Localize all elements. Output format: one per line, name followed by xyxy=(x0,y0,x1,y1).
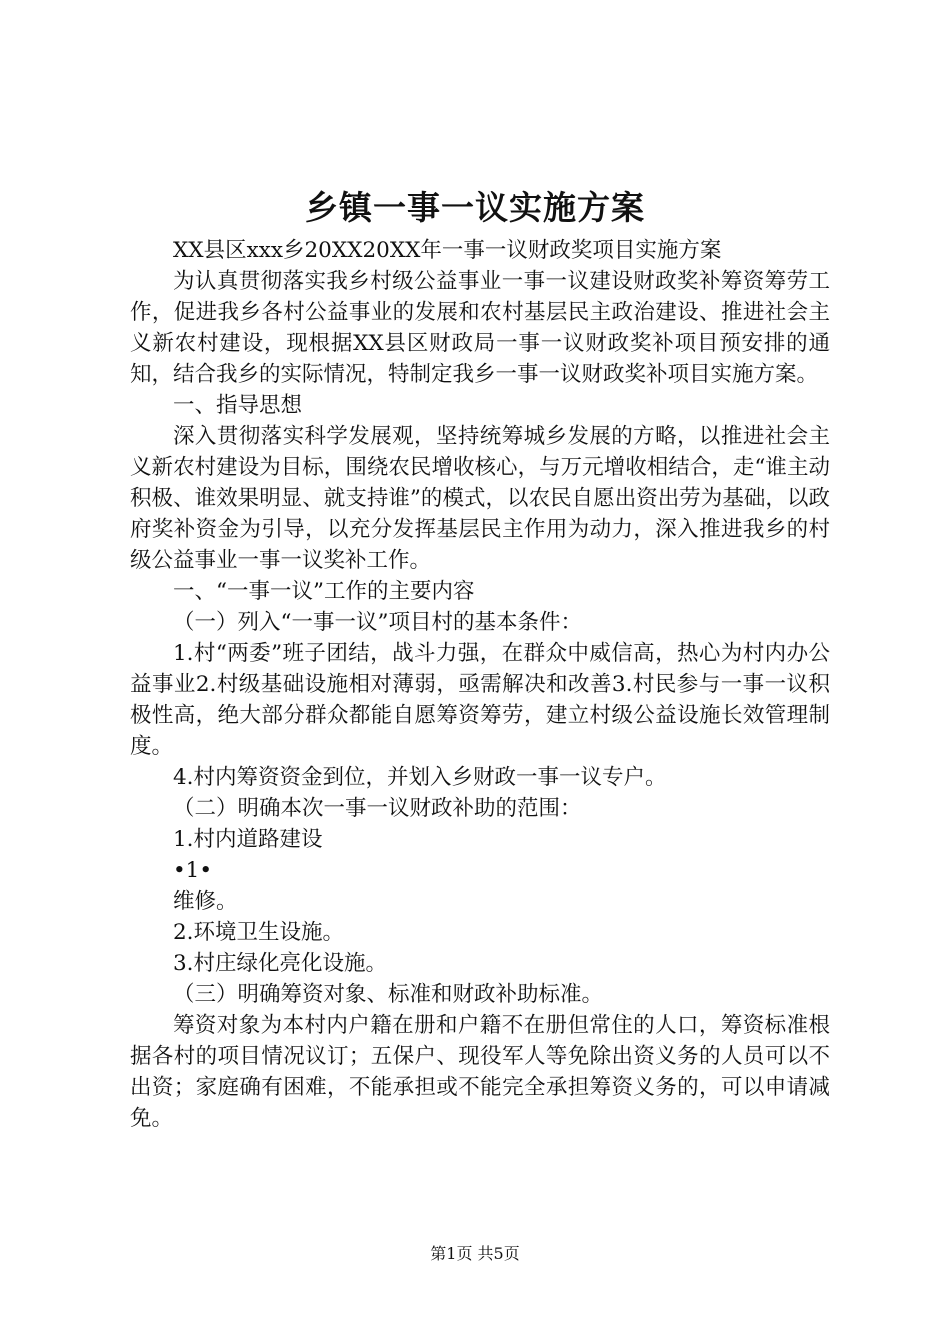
page-marker: •1• xyxy=(173,858,213,883)
guiding-thought-paragraph: 深入贯彻落实科学发展观，坚持统筹城乡发展的方略，以推进社会主义新农村建设为目标，围绕农民增收核心，与万元增收相结合，走“谁主动积极、谁效果明显、就支持谁”的模式，以农民自愿出资出劳为基础，以政府奖补资金为引导，以充分发挥基层民主作用为动力，深入推进我乡的村级公益事业一事一议奖补工作。 xyxy=(130,424,830,573)
subsection-heading-conditions: （一）列入“一事一议”项目村的基本条件： xyxy=(173,610,582,635)
scope-item-1: 1.村内道路建设 xyxy=(173,827,323,852)
document-body xyxy=(130,235,830,1134)
scope-item-3: 3.村庄绿化亮化设施。 xyxy=(173,951,388,976)
page-footer: 第1页 共5页 xyxy=(430,1244,520,1263)
section-heading-guiding-thought: 一、指导思想 xyxy=(173,393,303,418)
funding-paragraph: 筹资对象为本村内户籍在册和户籍不在册但常住的人口，筹资标准根据各村的项目情况议订；五保户、现役军人等免除出资义务的人员可以不出资；家庭确有困难，不能承担或不能完全承担筹资义务的，可以申请减免。 xyxy=(130,1013,830,1131)
scope-item-1-continued: 维修。 xyxy=(173,889,238,914)
intro-paragraph: 为认真贯彻落实我乡村级公益事业一事一议建设财政奖补筹资筹劳工作，促进我乡各村公益事业的发展和农村基层民主政治建设、推进社会主义新农村建设，现根据XX县区财政局一事一议财政奖补项目预安排的通知，结合我乡的实际情况，特制定我乡一事一议财政奖补项目实施方案。 xyxy=(130,269,830,387)
subsection-heading-scope: （二）明确本次一事一议财政补助的范围： xyxy=(173,796,582,821)
condition-item-4: 4.村内筹资资金到位，并划入乡财政一事一议专户。 xyxy=(173,765,667,790)
document-title: 乡镇一事一议实施方案 xyxy=(305,188,645,227)
conditions-paragraph: 1.村“两委”班子团结，战斗力强，在群众中威信高，热心为村内办公益事业2.村级基础设施相对薄弱，亟需解决和改善3.村民参与一事一议积极性高，绝大部分群众都能自愿筹资筹劳，建立村级公益设施长效管理制度。 xyxy=(130,641,830,759)
section-heading-main-content: 一、“一事一议”工作的主要内容 xyxy=(173,579,475,604)
scope-item-2: 2.环境卫生设施。 xyxy=(173,920,345,945)
subtitle-line: XX县区xxx乡20XX20XX年一事一议财政奖项目实施方案 xyxy=(173,238,722,263)
subsection-heading-funding: （三）明确筹资对象、标准和财政补助标准。 xyxy=(173,982,604,1007)
